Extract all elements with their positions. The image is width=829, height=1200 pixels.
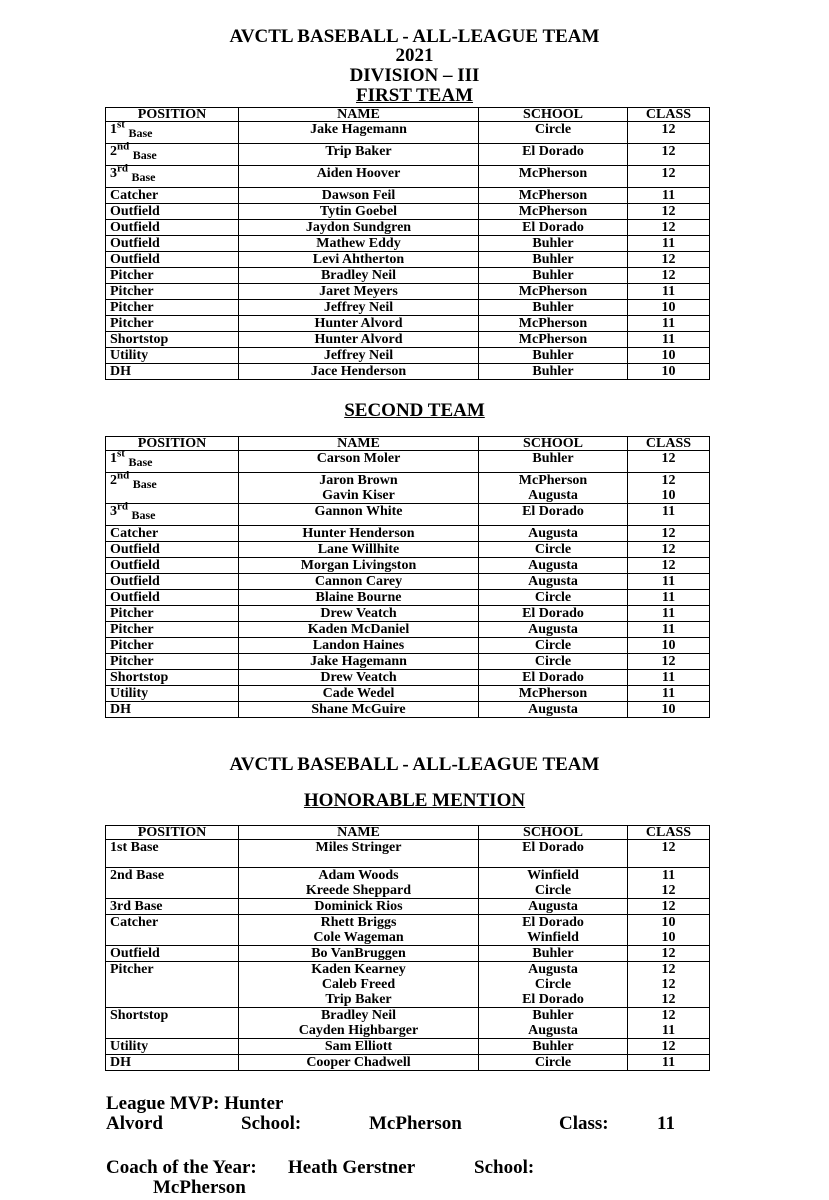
school-cell: McPherson xyxy=(479,332,628,348)
position-cell: 1st Base xyxy=(106,840,239,868)
table-row xyxy=(106,1008,710,1039)
name-cell: Morgan Livingston xyxy=(239,558,479,574)
position-cell: Pitcher xyxy=(106,268,239,284)
table-header-row xyxy=(106,826,710,840)
coach-line xyxy=(106,1158,726,1178)
name-cell: Bo VanBruggen xyxy=(239,946,479,962)
name-cell: Bradley Neil Cayden Highbarger xyxy=(239,1008,479,1039)
class-cell: 11 xyxy=(628,1055,710,1071)
class-cell: 11 12 xyxy=(628,868,710,899)
division-heading: DIVISION – III xyxy=(349,65,480,86)
table-row xyxy=(106,868,710,899)
league-mvp-line2 xyxy=(106,1114,726,1134)
school-cell: El Dorado xyxy=(479,670,628,686)
position-cell: Outfield xyxy=(106,220,239,236)
school-cell: McPherson xyxy=(479,284,628,300)
school-cell: Circle xyxy=(479,654,628,670)
table-row xyxy=(106,542,710,558)
position-cell: Utility xyxy=(106,686,239,702)
school-cell: Augusta xyxy=(479,702,628,718)
class-cell: 11 xyxy=(628,316,710,332)
school-cell: El Dorado xyxy=(479,840,628,868)
class-cell: 12 xyxy=(628,451,710,473)
mvp-school: McPherson xyxy=(369,1113,462,1134)
school-cell: Winfield Circle xyxy=(479,868,628,899)
position-cell: Pitcher xyxy=(106,606,239,622)
table-row xyxy=(106,590,710,606)
table-row xyxy=(106,268,710,284)
name-header: NAME xyxy=(239,437,479,451)
table-row xyxy=(106,915,710,946)
school-cell: El Dorado xyxy=(479,606,628,622)
class-cell: 10 xyxy=(628,364,710,380)
position-cell: 3rd Base xyxy=(106,504,239,526)
school-cell: McPherson xyxy=(479,166,628,188)
position-cell: Pitcher xyxy=(106,300,239,316)
position-header: POSITION xyxy=(106,826,239,840)
school-cell: Circle xyxy=(479,638,628,654)
school-cell: McPherson xyxy=(479,204,628,220)
class-cell: 11 xyxy=(628,284,710,300)
table-row xyxy=(106,946,710,962)
name-cell: Drew Veatch xyxy=(239,606,479,622)
school-cell: El Dorado xyxy=(479,220,628,236)
coach-label: Coach of the Year: xyxy=(106,1157,257,1178)
table-row xyxy=(106,654,710,670)
school-cell: Buhler xyxy=(479,1039,628,1055)
document-title: AVCTL BASEBALL - ALL-LEAGUE TEAM xyxy=(229,26,600,47)
table-row xyxy=(106,702,710,718)
name-cell: Dawson Feil xyxy=(239,188,479,204)
name-cell: Trip Baker xyxy=(239,144,479,166)
table-row xyxy=(106,348,710,364)
coach-school-label: School: xyxy=(474,1157,535,1178)
table-row xyxy=(106,638,710,654)
name-cell: Cade Wedel xyxy=(239,686,479,702)
school-cell: Augusta xyxy=(479,622,628,638)
position-cell: 3rd Base xyxy=(106,899,239,915)
school-cell: McPherson xyxy=(479,188,628,204)
school-header: SCHOOL xyxy=(479,108,628,122)
table-row xyxy=(106,526,710,542)
class-cell: 12 xyxy=(628,144,710,166)
name-cell: Adam Woods Kreede Sheppard xyxy=(239,868,479,899)
school-cell: McPherson xyxy=(479,686,628,702)
class-cell: 12 xyxy=(628,252,710,268)
class-cell: 11 xyxy=(628,188,710,204)
class-cell: 11 xyxy=(628,332,710,348)
table-row xyxy=(106,606,710,622)
table-row xyxy=(106,166,710,188)
class-header: CLASS xyxy=(628,108,710,122)
position-cell: Pitcher xyxy=(106,316,239,332)
class-cell: 12 xyxy=(628,1039,710,1055)
position-cell: Outfield xyxy=(106,252,239,268)
mvp-first-name: Hunter xyxy=(224,1093,284,1114)
school-cell: Buhler xyxy=(479,451,628,473)
coach-school: McPherson xyxy=(153,1177,246,1198)
table-row xyxy=(106,962,710,1008)
class-cell: 12 xyxy=(628,840,710,868)
position-cell: Catcher xyxy=(106,915,239,946)
class-cell: 11 xyxy=(628,504,710,526)
name-cell: Jaydon Sundgren xyxy=(239,220,479,236)
position-cell: Pitcher xyxy=(106,654,239,670)
name-cell: Dominick Rios xyxy=(239,899,479,915)
table-row xyxy=(106,300,710,316)
class-header: CLASS xyxy=(628,826,710,840)
class-header: CLASS xyxy=(628,437,710,451)
table-row xyxy=(106,1039,710,1055)
mvp-class-label: Class: xyxy=(559,1113,609,1134)
position-cell: Catcher xyxy=(106,188,239,204)
school-cell: Circle xyxy=(479,542,628,558)
position-cell: DH xyxy=(106,702,239,718)
class-cell: 12 xyxy=(628,166,710,188)
school-cell: Augusta xyxy=(479,899,628,915)
position-cell: 2nd Base xyxy=(106,868,239,899)
name-cell: Carson Moler xyxy=(239,451,479,473)
name-header: NAME xyxy=(239,108,479,122)
school-cell: Buhler xyxy=(479,252,628,268)
name-cell: Kaden McDaniel xyxy=(239,622,479,638)
table-row xyxy=(106,144,710,166)
honorable-heading: HONORABLE MENTION xyxy=(303,790,526,811)
class-cell: 12 xyxy=(628,268,710,284)
table-row xyxy=(106,188,710,204)
name-cell: Shane McGuire xyxy=(239,702,479,718)
table-header-row xyxy=(106,108,710,122)
class-cell: 10 xyxy=(628,702,710,718)
class-cell: 12 xyxy=(628,122,710,144)
name-cell: Miles Stringer xyxy=(239,840,479,868)
table-row xyxy=(106,122,710,144)
table-row xyxy=(106,204,710,220)
school-cell: Circle xyxy=(479,590,628,606)
name-cell: Hunter Henderson xyxy=(239,526,479,542)
class-cell: 12 11 xyxy=(628,1008,710,1039)
class-cell: 11 xyxy=(628,574,710,590)
name-cell: Drew Veatch xyxy=(239,670,479,686)
class-cell: 11 xyxy=(628,670,710,686)
mvp-label: League MVP: xyxy=(106,1093,220,1114)
table-row xyxy=(106,840,710,868)
mvp-school-label: School: xyxy=(241,1113,302,1134)
position-cell: Outfield xyxy=(106,542,239,558)
school-cell: Augusta xyxy=(479,526,628,542)
school-cell: McPherson xyxy=(479,316,628,332)
class-cell: 12 xyxy=(628,220,710,236)
table-row xyxy=(106,451,710,473)
school-header: SCHOOL xyxy=(479,826,628,840)
position-cell: Utility xyxy=(106,348,239,364)
position-cell: Outfield xyxy=(106,590,239,606)
school-cell: El Dorado xyxy=(479,144,628,166)
position-cell: DH xyxy=(106,1055,239,1071)
league-mvp-line1 xyxy=(106,1094,283,1114)
class-cell: 11 xyxy=(628,590,710,606)
table-row xyxy=(106,686,710,702)
table-row xyxy=(106,252,710,268)
class-cell: 10 10 xyxy=(628,915,710,946)
class-cell: 12 xyxy=(628,946,710,962)
class-cell: 10 xyxy=(628,300,710,316)
name-cell: Jace Henderson xyxy=(239,364,479,380)
mvp-last-name: Alvord xyxy=(106,1113,163,1134)
position-cell: Shortstop xyxy=(106,1008,239,1039)
table-row xyxy=(106,899,710,915)
position-cell: 1st Base xyxy=(106,451,239,473)
name-cell: Blaine Bourne xyxy=(239,590,479,606)
position-cell: Pitcher xyxy=(106,638,239,654)
class-cell: 10 xyxy=(628,638,710,654)
mvp-class: 11 xyxy=(657,1113,675,1134)
name-cell: Jeffrey Neil xyxy=(239,348,479,364)
position-cell: Outfield xyxy=(106,236,239,252)
name-cell: Hunter Alvord xyxy=(239,332,479,348)
position-cell: DH xyxy=(106,364,239,380)
school-cell: Circle xyxy=(479,1055,628,1071)
table-row xyxy=(106,220,710,236)
position-cell: Pitcher xyxy=(106,622,239,638)
table-row xyxy=(106,1055,710,1071)
position-cell: 2nd Base xyxy=(106,144,239,166)
class-cell: 12 xyxy=(628,526,710,542)
table-row xyxy=(106,574,710,590)
name-cell: Cannon Carey xyxy=(239,574,479,590)
first-team-heading: FIRST TEAM xyxy=(355,85,474,106)
table-row xyxy=(106,473,710,504)
class-cell: 12 10 xyxy=(628,473,710,504)
name-cell: Cooper Chadwell xyxy=(239,1055,479,1071)
position-cell: Outfield xyxy=(106,574,239,590)
position-header: POSITION xyxy=(106,108,239,122)
class-cell: 11 xyxy=(628,606,710,622)
name-cell: Hunter Alvord xyxy=(239,316,479,332)
class-cell: 12 xyxy=(628,899,710,915)
name-cell: Gannon White xyxy=(239,504,479,526)
table-row xyxy=(106,332,710,348)
position-header: POSITION xyxy=(106,437,239,451)
school-cell: Buhler xyxy=(479,236,628,252)
class-cell: 11 xyxy=(628,622,710,638)
honorable-title: AVCTL BASEBALL - ALL-LEAGUE TEAM xyxy=(229,754,600,775)
table-row xyxy=(106,364,710,380)
school-cell: Buhler Augusta xyxy=(479,1008,628,1039)
school-cell: Buhler xyxy=(479,348,628,364)
class-cell: 11 xyxy=(628,236,710,252)
class-cell: 12 xyxy=(628,654,710,670)
table-row xyxy=(106,504,710,526)
position-cell: 2nd Base xyxy=(106,473,239,504)
school-cell: Buhler xyxy=(479,300,628,316)
position-cell: Pitcher xyxy=(106,962,239,1008)
school-cell: El Dorado Winfield xyxy=(479,915,628,946)
position-cell: Outfield xyxy=(106,204,239,220)
name-cell: Jaret Meyers xyxy=(239,284,479,300)
class-cell: 12 xyxy=(628,558,710,574)
name-cell: Jake Hagemann xyxy=(239,654,479,670)
name-header: NAME xyxy=(239,826,479,840)
name-cell: Lane Willhite xyxy=(239,542,479,558)
name-cell: Kaden Kearney Caleb Freed Trip Baker xyxy=(239,962,479,1008)
name-cell: Mathew Eddy xyxy=(239,236,479,252)
table-row xyxy=(106,316,710,332)
table-row xyxy=(106,236,710,252)
table-row xyxy=(106,558,710,574)
position-cell: Catcher xyxy=(106,526,239,542)
position-cell: Outfield xyxy=(106,946,239,962)
name-cell: Rhett Briggs Cole Wageman xyxy=(239,915,479,946)
name-cell: Landon Haines xyxy=(239,638,479,654)
coach-name: Heath Gerstner xyxy=(288,1157,416,1178)
table-row xyxy=(106,284,710,300)
class-cell: 12 xyxy=(628,542,710,558)
position-cell: Shortstop xyxy=(106,332,239,348)
name-cell: Aiden Hoover xyxy=(239,166,479,188)
school-cell: Augusta xyxy=(479,574,628,590)
position-cell: Pitcher xyxy=(106,284,239,300)
year-heading: 2021 xyxy=(395,45,434,66)
school-cell: Augusta Circle El Dorado xyxy=(479,962,628,1008)
second-team-heading: SECOND TEAM xyxy=(344,400,485,421)
name-cell: Bradley Neil xyxy=(239,268,479,284)
school-header: SCHOOL xyxy=(479,437,628,451)
class-cell: 11 xyxy=(628,686,710,702)
name-cell: Jake Hagemann xyxy=(239,122,479,144)
name-cell: Levi Ahtherton xyxy=(239,252,479,268)
school-cell: McPherson Augusta xyxy=(479,473,628,504)
school-cell: El Dorado xyxy=(479,504,628,526)
school-cell: Augusta xyxy=(479,558,628,574)
school-cell: Circle xyxy=(479,122,628,144)
name-cell: Sam Elliott xyxy=(239,1039,479,1055)
position-cell: Utility xyxy=(106,1039,239,1055)
class-cell: 12 12 12 xyxy=(628,962,710,1008)
honorable-mention-table xyxy=(105,825,710,1071)
school-cell: Buhler xyxy=(479,946,628,962)
school-cell: Buhler xyxy=(479,268,628,284)
table-header-row xyxy=(106,437,710,451)
name-cell: Tytin Goebel xyxy=(239,204,479,220)
position-cell: Shortstop xyxy=(106,670,239,686)
table-row xyxy=(106,622,710,638)
second-team-table xyxy=(105,436,710,718)
position-cell: 1st Base xyxy=(106,122,239,144)
name-cell: Jaron Brown Gavin Kiser xyxy=(239,473,479,504)
class-cell: 12 xyxy=(628,204,710,220)
position-cell: 3rd Base xyxy=(106,166,239,188)
first-team-table xyxy=(105,107,710,380)
table-row xyxy=(106,670,710,686)
name-cell: Jeffrey Neil xyxy=(239,300,479,316)
position-cell: Outfield xyxy=(106,558,239,574)
class-cell: 10 xyxy=(628,348,710,364)
school-cell: Buhler xyxy=(479,364,628,380)
